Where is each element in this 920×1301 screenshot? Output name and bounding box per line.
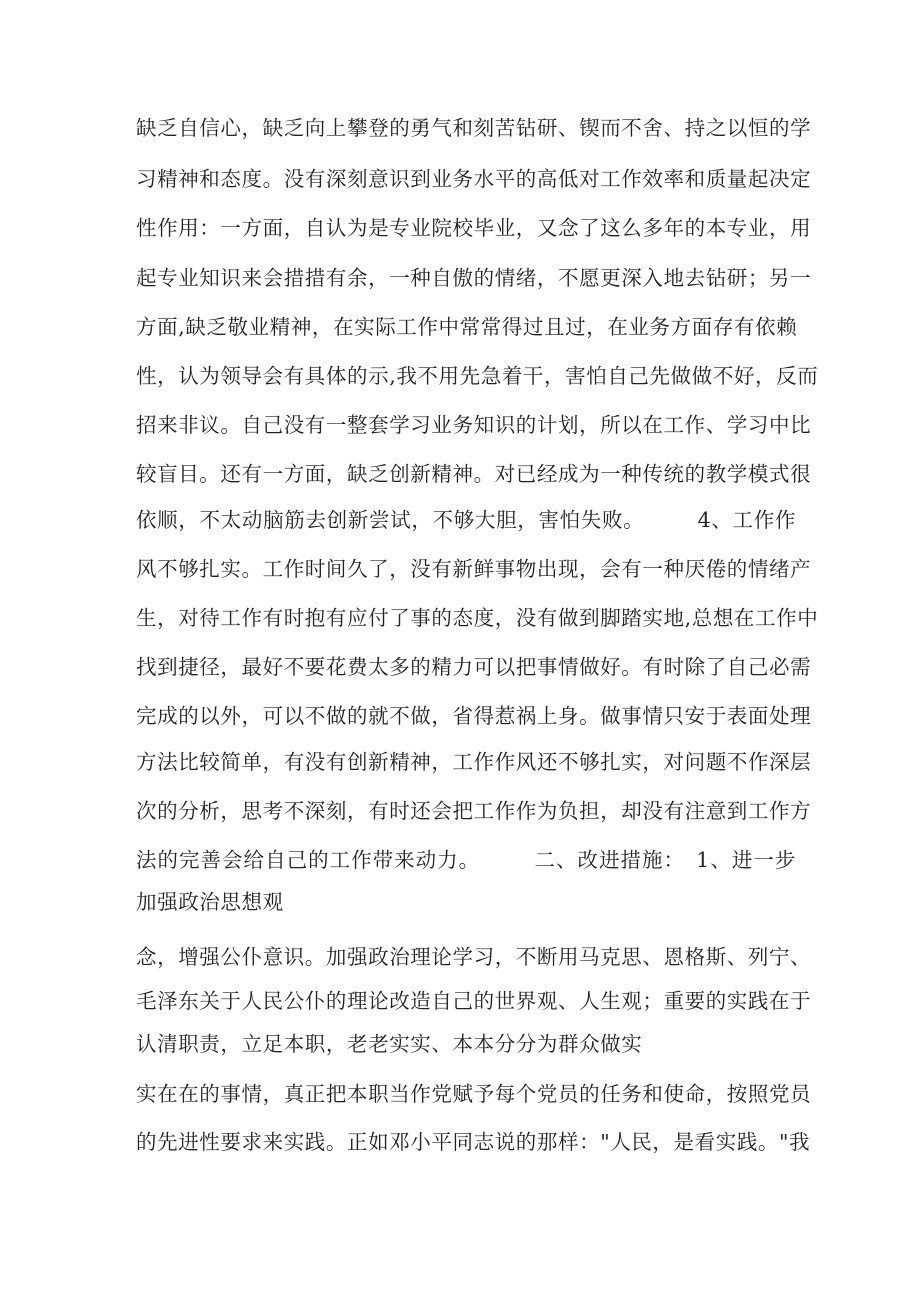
text-line: 风不够扎实。工作时间久了，没有新鲜事物出现，会有一种厌倦的情绪产 (136, 557, 812, 581)
text-line: 实在在的事情，真正把本职当作党赋予每个党员的任务和使命，按照党员 (136, 1082, 812, 1106)
text-line: 较盲目。还有一方面，缺乏创新精神。对已经成为一种传统的教学模式很 (136, 462, 812, 486)
text-line: 毛泽东关于人民公仆的理论改造自己的世界观、人生观；重要的实践在于 (136, 989, 812, 1013)
text-line: 的先进性要求来实践。正如邓小平同志说的那样："人民，是看实践。"我 (136, 1130, 811, 1154)
text-line: 性，认为领导会有具体的示,我不用先急着干，害怕自己先做做不好，反而 (136, 364, 819, 388)
text-line: 缺乏自信心，缺乏向上攀登的勇气和刻苦钻研、锲而不舍、持之以恒的学 (136, 116, 812, 140)
text-line: 方法比较简单，有没有创新精神，工作作风还不够扎实，对问题不作深层 (136, 750, 812, 774)
text-line: 找到捷径，最好不要花费太多的精力可以把事情做好。有时除了自己必需 (136, 655, 812, 679)
text-line: 加强政治思想观 (136, 890, 284, 914)
text-line: 依顺，不太动脑筋去创新尝试，不够大胆，害怕失败。 4、工作作 (136, 508, 796, 532)
text-line: 次的分析，思考不深刻，有时还会把工作作为负担，却没有注意到工作方 (136, 799, 812, 823)
text-line: 习精神和态度。没有深刻意识到业务水平的高低对工作效率和质量起决定 (136, 167, 812, 191)
text-line: 性作用：一方面，自认为是专业院校毕业，又念了这么多年的本专业，用 (136, 216, 812, 240)
text-line: 认清职责，立足本职，老老实实、本本分分为群众做实 (136, 1032, 643, 1056)
text-line: 方面,缺乏敬业精神，在实际工作中常常得过且过，在业务方面存有依赖 (136, 315, 798, 339)
text-line: 完成的以外，可以不做的就不做，省得惹祸上身。做事情只安于表面处理 (136, 704, 812, 728)
text-line: 起专业知识来会措措有余，一种自傲的情绪，不愿更深入地去钻研；另一 (136, 266, 812, 290)
text-line: 招来非议。自己没有一整套学习业务知识的计划，所以在工作、学习中比 (136, 413, 812, 437)
text-line: 生，对待工作有时抱有应付了事的态度，没有做到脚踏实地,总想在工作中 (136, 606, 819, 630)
text-line: 念，增强公仆意识。加强政治理论学习，不断用马克思、恩格斯、列宁、 (136, 945, 812, 969)
text-line: 法的完善会给自己的工作带来动力。 二、改进措施： 1、进一步 (136, 848, 796, 872)
